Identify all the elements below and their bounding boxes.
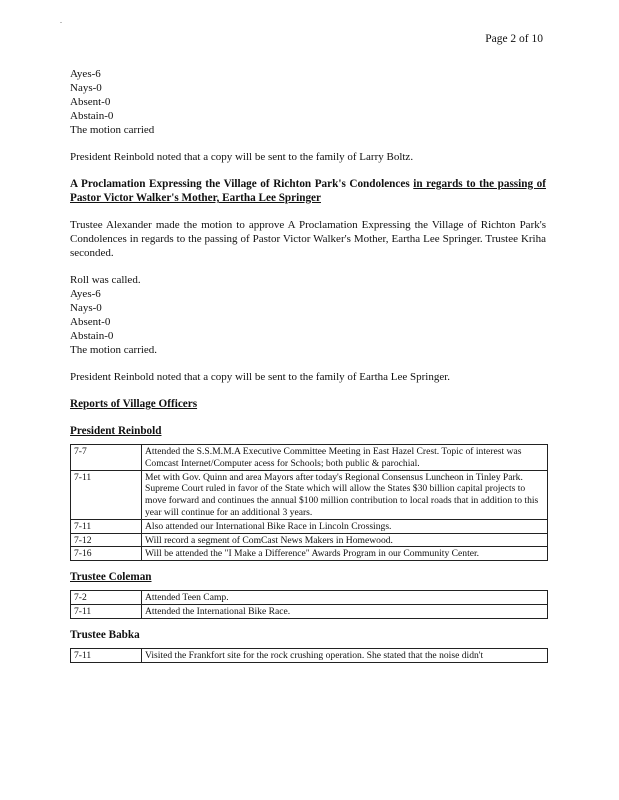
date-cell: 7-11	[71, 604, 142, 618]
vote-result-1	[70, 67, 546, 137]
activity-cell: Met with Gov. Quinn and area Mayors after today's Regional Consensus Luncheon in Tinley Park. Supreme Court ruled in favor of the State which will allow the States $30 billion capital projects to move forward and continues the annual $100 million contribution to local roads that in addition to this year will continue for an additional 3 years.	[142, 470, 548, 519]
document-body	[70, 67, 546, 663]
activity-cell: Will be attended the "I Make a Difference" Awards Program in our Community Center.	[142, 547, 548, 561]
vote-line: Ayes-6	[70, 288, 101, 300]
president-report-table	[70, 444, 548, 561]
vote-line: Nays-0	[70, 302, 102, 314]
coleman-heading: Trustee Coleman	[70, 571, 152, 584]
vote-result-2	[70, 273, 546, 357]
table-row	[71, 470, 548, 519]
date-cell: 7-12	[71, 533, 142, 547]
vote-line: Nays-0	[70, 82, 102, 94]
activity-cell: Will record a segment of ComCast News Makers in Homewood.	[142, 533, 548, 547]
activity-cell: Attended the International Bike Race.	[142, 604, 548, 618]
date-cell: 7-16	[71, 547, 142, 561]
activity-cell: Visited the Frankfort site for the rock crushing operation. She stated that the noise didn't	[142, 648, 548, 662]
babka-heading: Trustee Babka	[70, 628, 140, 641]
note-paragraph: President Reinbold noted that a copy will be sent to the family of Larry Boltz.	[70, 151, 414, 163]
vote-line: Absent-0	[70, 96, 111, 108]
proclamation-heading-prefix: A Proclamation Expressing the Village of Richton Park's Condolences	[70, 178, 414, 190]
president-heading: President Reinbold	[70, 425, 162, 437]
table-row	[71, 445, 548, 471]
proclamation-heading-underlined: in regards to the passing of Pastor Victor Walker's Mother, Eartha Lee Springer	[70, 178, 546, 204]
date-cell: 7-11	[71, 648, 142, 662]
table-row	[71, 547, 548, 561]
vote-line: Absent-0	[70, 316, 111, 328]
page-number: Page 2 of 10	[485, 33, 543, 45]
babka-report-table	[70, 648, 548, 663]
vote-line: Roll was called.	[70, 274, 141, 286]
date-cell: 7-11	[71, 470, 142, 519]
vote-line: Abstain-0	[70, 110, 114, 122]
activity-cell: Attended the S.S.M.M.A Executive Committee Meeting in East Hazel Crest. Topic of interest was Comcast Internet/Computer acess for Schools; both public & parochial.	[142, 445, 548, 471]
scan-mark: .	[60, 16, 62, 25]
motion-paragraph: Trustee Alexander made the motion to approve A Proclamation Expressing the Village of Richton Park's Condolences in regards to the passing of Pastor Victor Walker's Mother, Eartha Lee Springer. Trustee Kriha seconded.	[70, 219, 546, 259]
note-paragraph: President Reinbold noted that a copy will be sent to the family of Eartha Lee Springer.	[70, 371, 451, 383]
coleman-report-table	[70, 590, 548, 619]
date-cell: 7-11	[71, 519, 142, 533]
vote-line: The motion carried.	[70, 344, 158, 356]
activity-cell: Also attended our International Bike Race in Lincoln Crossings.	[142, 519, 548, 533]
activity-cell: Attended Teen Camp.	[142, 591, 548, 605]
date-cell: 7-2	[71, 591, 142, 605]
table-row	[71, 648, 548, 662]
table-row	[71, 604, 548, 618]
table-row	[71, 519, 548, 533]
table-row	[71, 533, 548, 547]
vote-line: Ayes-6	[70, 68, 101, 80]
date-cell: 7-7	[71, 445, 142, 471]
vote-line: Abstain-0	[70, 330, 114, 342]
vote-line: The motion carried	[70, 124, 155, 136]
proclamation-heading	[70, 177, 546, 205]
reports-heading: Reports of Village Officers	[70, 398, 198, 410]
table-row	[71, 591, 548, 605]
